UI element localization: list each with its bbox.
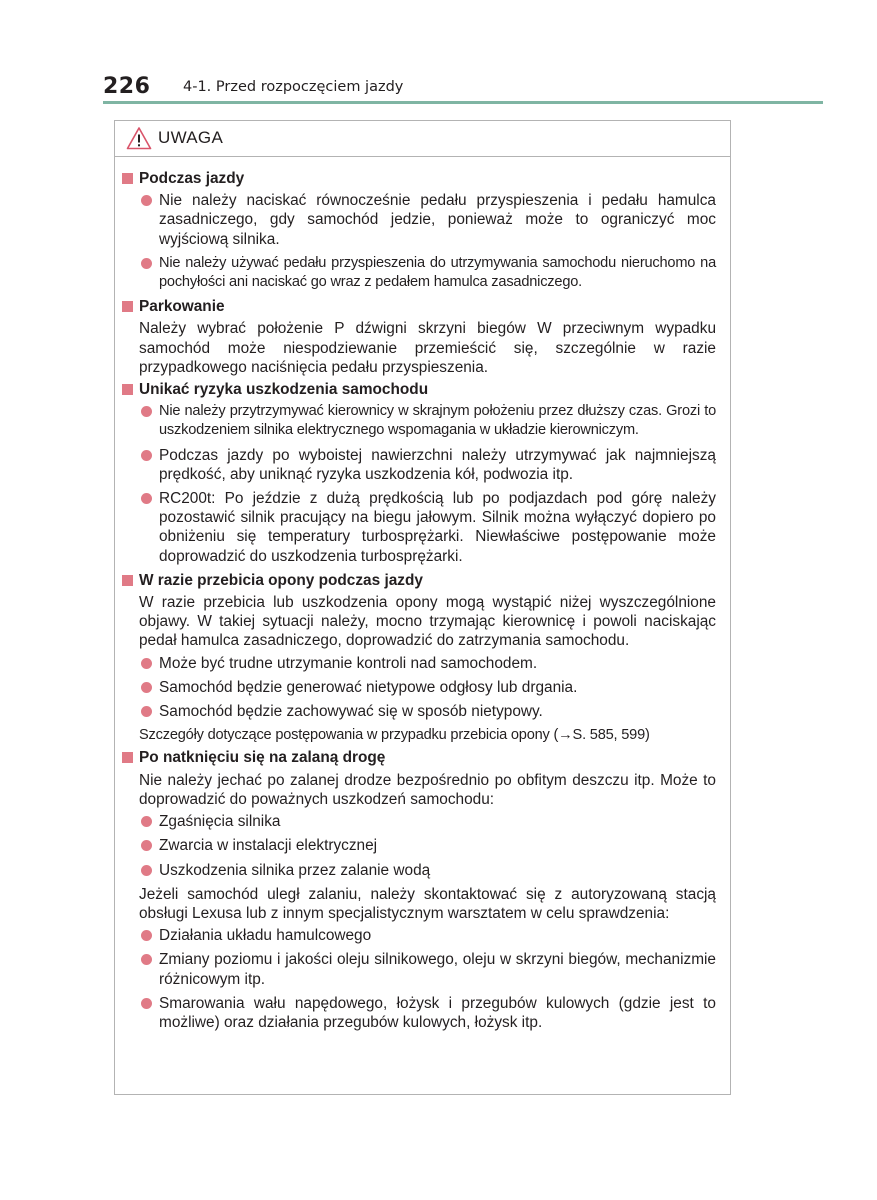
section-heading: W razie przebicia opony podczas jazdy [115, 571, 730, 590]
warning-box [114, 120, 731, 1095]
dot-bullet-icon [141, 493, 152, 504]
list-item: Zgaśnięcia silnika [115, 812, 716, 831]
dot-bullet-icon [141, 930, 152, 941]
warning-content [115, 169, 730, 1037]
list-item: Nie należy używać pedału przyspieszenia do utrzymywania samochodu nieruchomo na pochyłości ani naciskać go wraz z pedałem hamulca zasadniczego. [115, 254, 716, 292]
paragraph: Nie należy jechać po zalanej drodze bezpośrednio po obfitym deszczu itp. Może to doprowadzić do poważnych uszkodzeń samochodu: [139, 771, 716, 808]
dot-bullet-icon [141, 450, 152, 461]
page-number: 226 [103, 74, 151, 99]
list-item: RC200t: Po jeździe z dużą prędkością lub po podjazdach pod górę należy pozostawić silnik pracujący na biegu jałowym. Silnik można wyłączyć dopiero po obniżeniu się temperatury turbosprężarki. Niewłaściwe postępowanie może doprowadzić do uszkodzenia turbosprężarki. [115, 489, 716, 566]
list-item: Podczas jazdy po wyboistej nawierzchni należy utrzymywać jak najmniejszą prędkość, aby uniknąć ryzyka uszkodzenia kół, podwozia itp. [115, 446, 716, 484]
list-item: Samochód będzie zachowywać się w sposób nietypowy. [115, 702, 716, 721]
warning-title: UWAGA [158, 128, 224, 147]
dot-bullet-icon [141, 658, 152, 669]
dot-bullet-icon [141, 840, 152, 851]
list-item: Nie należy przytrzymywać kierownicy w skrajnym położeniu przez dłuższy czas. Grozi to uszkodzeniem silnika elektrycznego wspomagania w układzie kierowniczym. [115, 402, 716, 440]
header-divider [103, 101, 823, 104]
warning-triangle-icon [126, 126, 152, 150]
paragraph: Jeżeli samochód uległ zalaniu, należy skontaktować się z autoryzowaną stacją obsługi Lexusa lub z innym specjalistycznym warsztatem w celu sprawdzenia: [139, 885, 716, 922]
square-bullet-icon [122, 575, 133, 586]
list-item: Nie należy naciskać równocześnie pedału przyspieszenia i pedału hamulca zasadniczego, gdy samochód jedzie, ponieważ może to ograniczyć moc wyjściową silnika. [115, 191, 716, 249]
dot-bullet-icon [141, 682, 152, 693]
section-heading: Podczas jazdy [115, 169, 730, 188]
page-reference: Szczegóły dotyczące postępowania w przypadku przebicia opony (→S. 585, 599) [139, 727, 650, 744]
warning-header [115, 121, 730, 157]
list-item: Uszkodzenia silnika przez zalanie wodą [115, 861, 716, 880]
section-heading: Parkowanie [115, 297, 730, 316]
list-item: Smarowania wału napędowego, łożysk i przegubów kulowych (gdzie jest to możliwe) oraz działania przegubów kulowych, łożysk itp. [115, 994, 716, 1032]
list-item: Zwarcia w instalacji elektrycznej [115, 836, 716, 855]
dot-bullet-icon [141, 998, 152, 1009]
dot-bullet-icon [141, 816, 152, 827]
list-item: Działania układu hamulcowego [115, 926, 716, 945]
paragraph: Należy wybrać położenie P dźwigni skrzyni biegów W przeciwnym wypadku samochód może niespodziewanie przemieścić się, szczególnie w razie przypadkowego naciśnięcia pedału przyspieszenia. [139, 320, 716, 376]
section-heading: Po natknięciu się na zalaną drogę [115, 748, 730, 767]
list-item: Samochód będzie generować nietypowe odgłosy lub drgania. [115, 678, 716, 697]
dot-bullet-icon [141, 954, 152, 965]
dot-bullet-icon [141, 258, 152, 269]
square-bullet-icon [122, 384, 133, 395]
square-bullet-icon [122, 301, 133, 312]
list-item: Zmiany poziomu i jakości oleju silnikowego, oleju w skrzyni biegów, mechanizmie różnicowym itp. [115, 950, 716, 988]
list-item: Może być trudne utrzymanie kontroli nad samochodem. [115, 654, 716, 673]
section-title: 4-1. Przed rozpoczęciem jazdy [183, 79, 404, 95]
dot-bullet-icon [141, 195, 152, 206]
section-heading: Unikać ryzyka uszkodzenia samochodu [115, 380, 730, 399]
square-bullet-icon [122, 173, 133, 184]
square-bullet-icon [122, 752, 133, 763]
dot-bullet-icon [141, 406, 152, 417]
paragraph: W razie przebicia lub uszkodzenia opony mogą wystąpić niżej wyszczególnione objawy. W takiej sytuacji należy, mocno trzymając kierownicę i powoli naciskając pedał hamulca zasadniczego, doprowadzić do zatrzymania samochodu. [139, 594, 716, 650]
dot-bullet-icon [141, 706, 152, 717]
dot-bullet-icon [141, 865, 152, 876]
